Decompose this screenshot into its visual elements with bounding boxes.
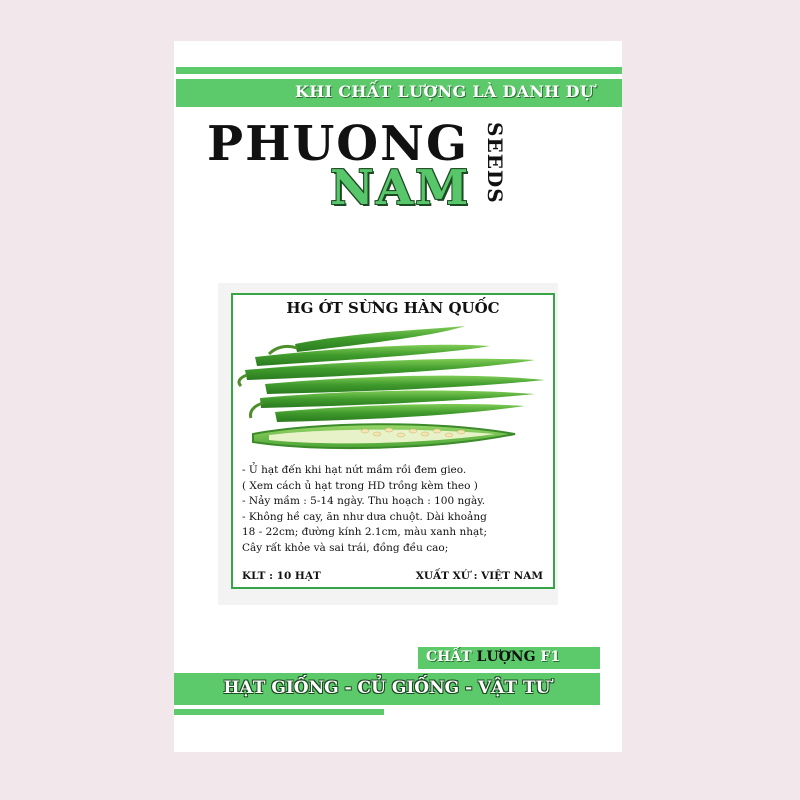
description-line: 18 - 22cm; đường kính 2.1cm, màu xanh nhạt; xyxy=(242,526,487,538)
description-line: - Ủ hạt đến khi hạt nứt mầm rồi đem gieo. xyxy=(242,464,467,476)
tagline-text: HẠT GIỐNG - CỦ GIỐNG - VẬT TƯ xyxy=(223,678,551,698)
chili-stem xyxy=(239,375,247,386)
description-line: Cây rất khỏe và sai trái, đồng đều cao; xyxy=(242,541,449,554)
tagline-banner xyxy=(174,673,600,705)
description-line: ( Xem cách ủ hạt trong HD trồng kèm theo ) xyxy=(242,479,478,492)
product-frame xyxy=(231,293,555,589)
description-line: - Nảy mầm : 5-14 ngày. Thu hoạch : 100 ngày. xyxy=(242,495,486,507)
brand-name-line1: PHUONG xyxy=(207,116,469,172)
brand-seeds-label: SEEDS xyxy=(483,122,507,204)
top-green-stripe xyxy=(176,67,622,74)
product-description xyxy=(242,463,550,556)
chili-peppers-image xyxy=(235,322,551,457)
origin-label: XUẤT XỨ : VIỆT NAM xyxy=(415,570,543,582)
brand-name-line2: NAM xyxy=(330,160,471,216)
chili-pepper xyxy=(275,404,525,422)
seed-quantity: KLT : 10 HẠT xyxy=(242,570,321,582)
quality-mid: LƯỢNG xyxy=(476,649,536,665)
quality-suffix: F1 xyxy=(535,649,561,665)
description-line: - Không hề cay, ăn như dưa chuột. Dài khoảng xyxy=(242,510,487,523)
chili-stem xyxy=(269,346,297,354)
slogan-text: KHI CHẤT LƯỢNG LÀ DANH DỰ xyxy=(295,82,594,101)
quality-prefix: CHẤT xyxy=(426,649,477,665)
product-title: HG ỚT SỪNG HÀN QUỐC xyxy=(286,299,500,317)
quality-banner xyxy=(418,647,600,669)
bottom-green-stripe xyxy=(174,709,384,715)
slogan-banner xyxy=(176,79,622,107)
quality-text xyxy=(426,649,560,665)
